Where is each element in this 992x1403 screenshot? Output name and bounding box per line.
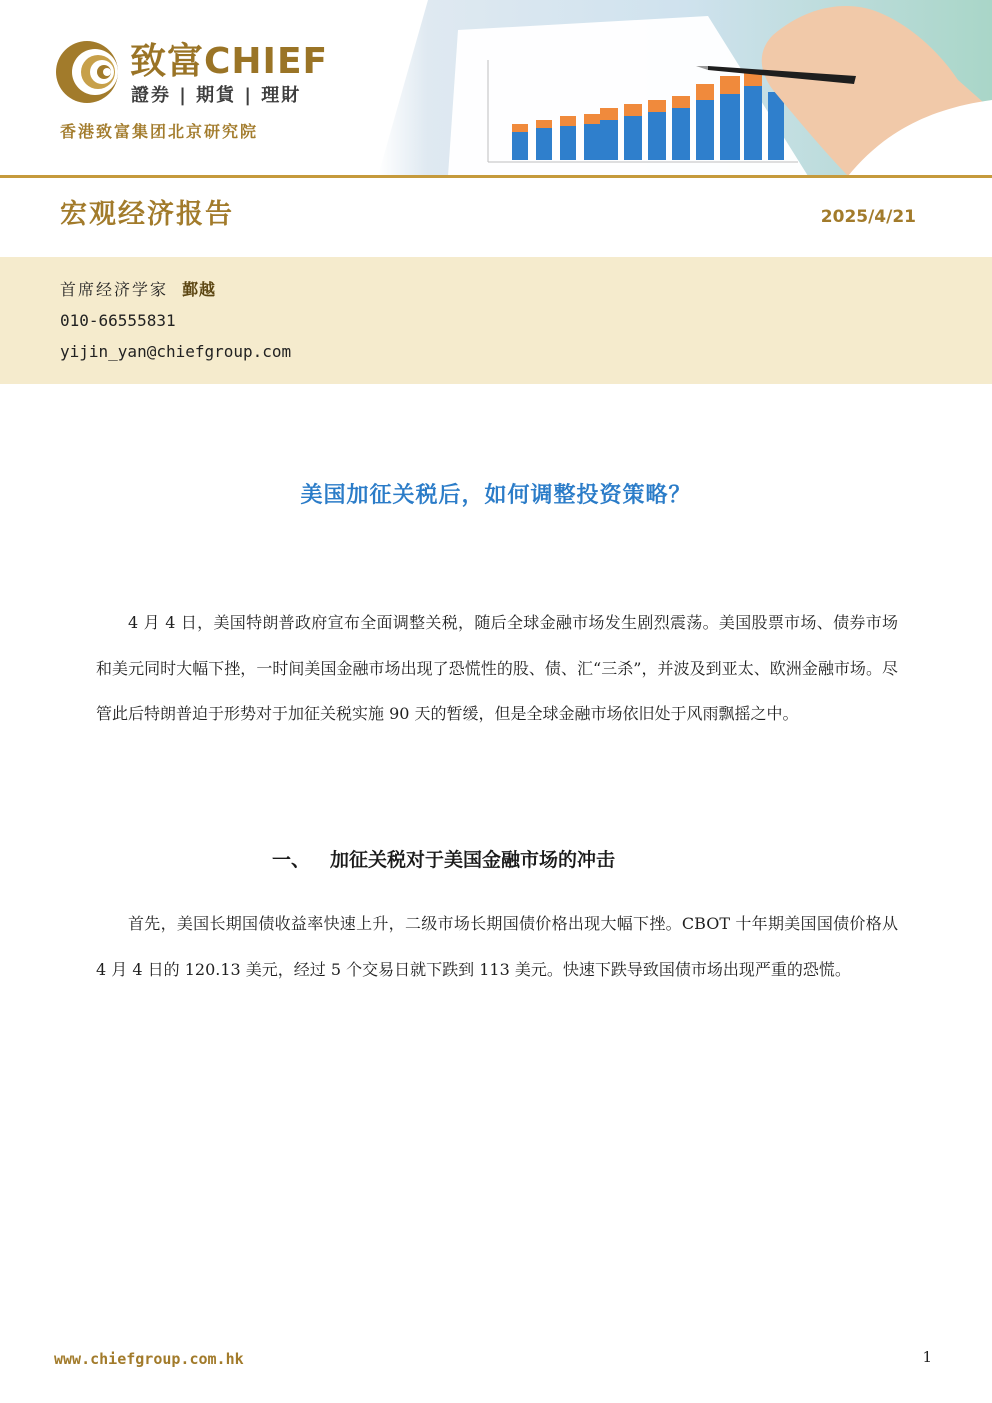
header-chart-photo — [378, 0, 992, 176]
institute-name: 香港致富集团北京研究院 — [60, 122, 259, 141]
report-date: 2025/4/21 — [820, 207, 916, 227]
author-phone: 010-66555831 — [60, 311, 176, 330]
author-role: 首席经济学家 — [60, 280, 169, 299]
brand-services: 證券 | 期貨 | 理財 — [131, 85, 302, 106]
author-name: 鄞越 — [182, 280, 217, 299]
chief-logo-icon — [55, 40, 119, 104]
brand-name: 致富CHIEF — [130, 41, 329, 82]
report-header — [0, 0, 992, 178]
article-title: 美国加征关税后，如何调整投资策略？ — [300, 482, 692, 508]
header-divider — [0, 175, 992, 178]
section-title: 加征关税对于美国金融市场的冲击 — [330, 849, 616, 871]
section-number: 一、 — [272, 849, 311, 871]
author-info-box — [0, 257, 992, 384]
intro-paragraph: 4 月 4 日，美国特朗普政府宣布全面调整关税，随后全球金融市场发生剧烈震荡。美国股票市场、债券市场和美元同时大幅下挫，一时间美国金融市场出现了恐慌性的股、债、汇“三杀”，并波及到亚太、欧洲金融市场。尽管此后特朗普迫于形势对于加征关税实施 90 天的暂缓，但是全球金融市场依旧处于风雨飘摇之中。 — [96, 613, 898, 723]
page-number: 1 — [922, 1348, 932, 1366]
report-type: 宏观经济报告 — [60, 199, 234, 230]
author-email[interactable]: yijin_yan@chiefgroup.com — [60, 342, 292, 361]
section-heading — [272, 846, 615, 874]
section-body-paragraph: 首先，美国长期国债收益率快速上升，二级市场长期国债价格出现大幅下挫。CBOT 十年期美国国债价格从 4 月 4 日的 120.13 美元，经过 5 个交易日就下跌到 113 美元。快速下跌导致国债市场出现严重的恐慌。 — [96, 914, 898, 979]
author-line — [60, 279, 216, 301]
footer-url[interactable]: www.chiefgroup.com.hk — [54, 1350, 244, 1368]
